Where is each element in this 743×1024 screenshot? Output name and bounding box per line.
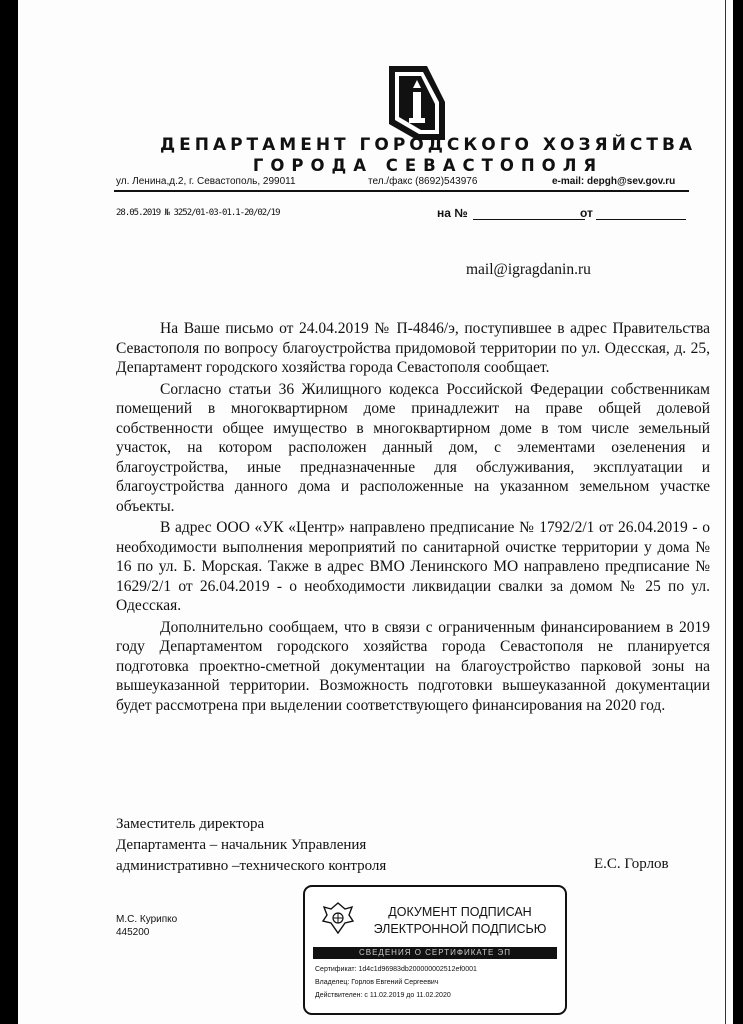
executor-phone: 445200 (116, 927, 150, 938)
letter-body (116, 319, 710, 717)
signatory-position (116, 814, 386, 877)
registration-stamp: 28.05.2019 № 3252/01-03-01.1-20/02/19 (116, 208, 280, 218)
department-title-line2: ГОРОДА СЕВАСТОПОЛЯ (252, 156, 604, 175)
paragraph: Дополнительно сообщаем, что в связи с ограниченным финансированием в 2019 году Департаментом городского хозяйства города Севастополя не планируется подготовка проектно-сметной документации на благоустройство парковой зоны на вышеуказанной территории. Возможность подготовки вышеуказанной документации будет рассмотрена при выделении соответствующего финансирования на 2020 год. (116, 618, 710, 714)
esign-title-line1: ДОКУМЕНТ ПОДПИСАН (388, 905, 532, 919)
esign-title-line2: ЭЛЕКТРОННОЙ ПОДПИСЬЮ (373, 922, 547, 936)
paragraph: Согласно статьи 36 Жилищного кодекса Российской Федерации собственникам помещений в многоквартирном доме принадлежит на праве общей долевой собственности общее имущество в многоквартирном доме в том числе земельный участок, на котором расположен данный дом, с элементами озеленения и благоустройства, иные предназначенные для обслуживания, эксплуатации и благоустройства данного дома и расположенные на указанном земельном участке объекты. (116, 380, 710, 515)
esign-validity: Действителен: с 11.02.2019 до 11.02.2020 (315, 992, 451, 999)
paragraph: В адрес ООО «УК «Центр» направлено предписание № 1792/2/1 от 26.04.2019 - о необходимости выполнения мероприятий по санитарной очистке территории у дома № 16 по ул. Б. Морская. Также в адрес ВМО Ленинского МО направлено предписание № 1629/2/1 от 26.04.2019 - о необходимости ликвидации свалки за домом № 25 по ул. Одесская. (116, 519, 710, 614)
esign-owner: Владелец: Горлов Евгений Сергеевич (315, 979, 439, 986)
department-title-line1: ДЕПАРТАМЕНТ ГОРОДСКОГО ХОЗЯЙСТВА (159, 135, 697, 155)
electronic-signature-stamp (303, 885, 567, 1015)
department-email: e-mail: depgh@sev.gov.ru (552, 176, 676, 187)
reference-number-label: на № (437, 206, 468, 220)
reference-date-blank (596, 219, 686, 220)
coat-of-arms-icon (321, 901, 355, 935)
sevastopol-emblem-icon (387, 62, 447, 142)
recipient-email: mail@igragdanin.ru (466, 261, 591, 278)
esign-certificate-header: СВЕДЕНИЯ О СЕРТИФИКАТЕ ЭП (313, 947, 557, 959)
department-phone: тел./факс (8692)543976 (368, 176, 478, 187)
reference-number-blank (473, 219, 585, 220)
letter-page (18, 0, 733, 1024)
reference-date-label: от (580, 206, 593, 220)
header-divider (114, 190, 689, 192)
executor-name: М.С. Курипко (116, 914, 178, 925)
department-address: ул. Ленина,д.2, г. Севастополь, 299011 (116, 176, 296, 187)
esign-certificate-number: Сертификат: 1d4c1d96983db200000002512ef0001 (315, 966, 477, 973)
executor-info (116, 913, 177, 939)
signatory-line: Заместитель директора (116, 816, 265, 832)
signatory-line: административно –технического контроля (116, 858, 387, 874)
paragraph: На Ваше письмо от 24.04.2019 № П-4846/э, поступившее в адрес Правительства Севастополя по вопросу благоустройства придомовой территории по ул. Одесская, д. 25, Департамент городского хозяйства города Севастополя сообщает. (116, 320, 710, 376)
signatory-line: Департамента – начальник Управления (116, 837, 367, 853)
signatory-name: Е.С. Горлов (594, 856, 669, 872)
